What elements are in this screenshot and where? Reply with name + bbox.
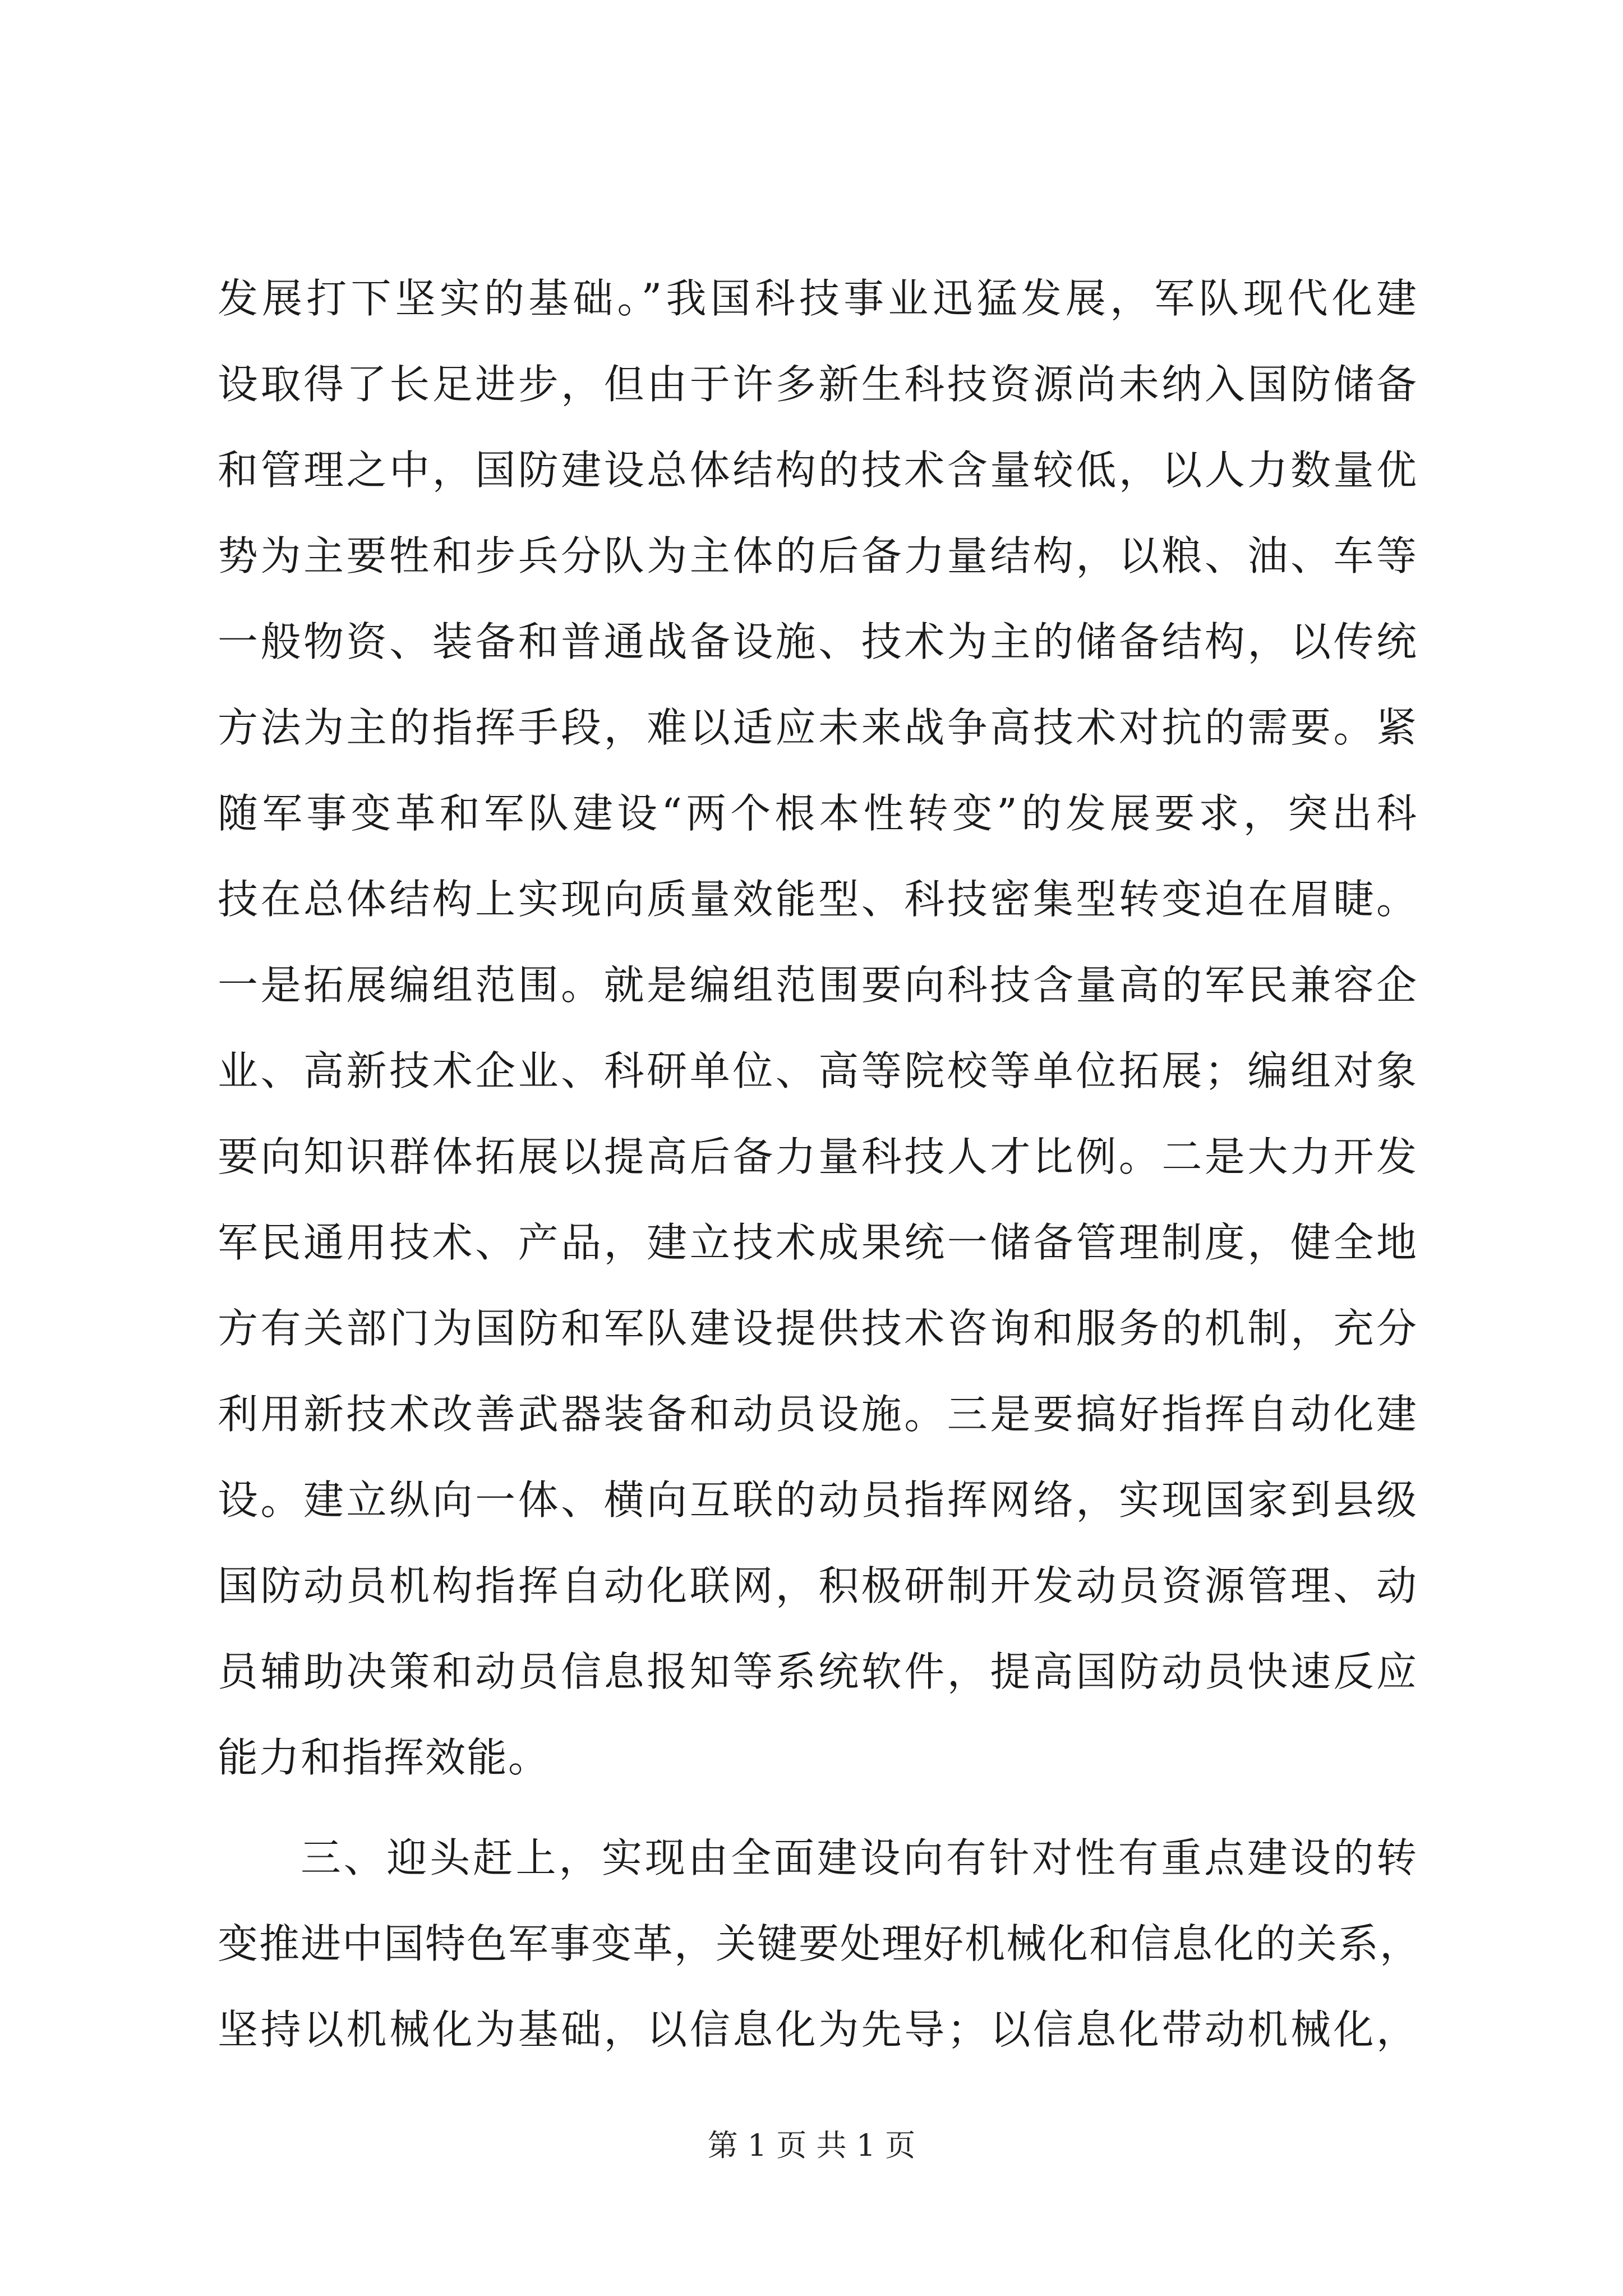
text-line: 设。建立纵向一体、横向互联的动员指挥网络，实现国家到县级 [218, 1476, 1418, 1524]
text-line: 坚持以机械化为基础，以信息化为先导；以信息化带动机械化， [218, 2006, 1418, 2053]
text-line: 军民通用技术、产品，建立技术成果统一储备管理制度，健全地 [218, 1219, 1418, 1266]
text-line: 业、高新技术企业、科研单位、高等院校等单位拓展；编组对象 [218, 1047, 1418, 1094]
text-line: 随军事变革和军队建设“两个根本性转变”的发展要求，突出科 [218, 790, 1418, 837]
text-line: 变推进中国特色军事变革，关键要处理好机械化和信息化的关系， [218, 1920, 1422, 1967]
document-body [218, 256, 1422, 2073]
text-line: 技在总体结构上实现向质量效能型、科技密集型转变迫在眉睫。 [218, 876, 1418, 923]
text-line: 一是拓展编组范围。就是编组范围要向科技含量高的军民兼容企 [218, 961, 1418, 1009]
text-line: 方法为主的指挥手段，难以适应未来战争高技术对抗的需要。紧 [218, 704, 1418, 751]
text-line: 国防动员机构指挥自动化联网，积极研制开发动员资源管理、动 [218, 1562, 1418, 1609]
text-line: 员辅助决策和动员信息报知等系统软件，提高国防动员快速反应 [218, 1648, 1418, 1695]
paragraph-gap [218, 1801, 1418, 1815]
text-line: 势为主要牲和步兵分队为主体的后备力量结构，以粮、油、车等 [218, 532, 1418, 579]
text-line: 方有关部门为国防和军队建设提供技术咨询和服务的机制，充分 [218, 1305, 1418, 1352]
text-line-indented: 三、迎头赶上，实现由全面建设向有针对性有重点建设的转 [301, 1834, 1418, 1881]
text-line: 一般物资、装备和普通战备设施、技术为主的储备结构，以传统 [218, 618, 1418, 665]
page-footer: 第 1 页 共 1 页 [707, 2128, 916, 2163]
text-line: 和管理之中，国防建设总体结构的技术含量较低，以人力数量优 [218, 447, 1418, 494]
text-line: 发展打下坚实的基础。”我国科技事业迅猛发展，军队现代化建 [218, 275, 1418, 322]
text-line: 设取得了长足进步，但由于许多新生科技资源尚未纳入国防储备 [218, 361, 1418, 408]
text-line: 利用新技术改善武器装备和动员设施。三是要搞好指挥自动化建 [218, 1391, 1418, 1438]
text-line: 能力和指挥效能。 [218, 1734, 550, 1781]
text-line: 要向知识群体拓展以提高后备力量科技人才比例。二是大力开发 [218, 1133, 1418, 1180]
